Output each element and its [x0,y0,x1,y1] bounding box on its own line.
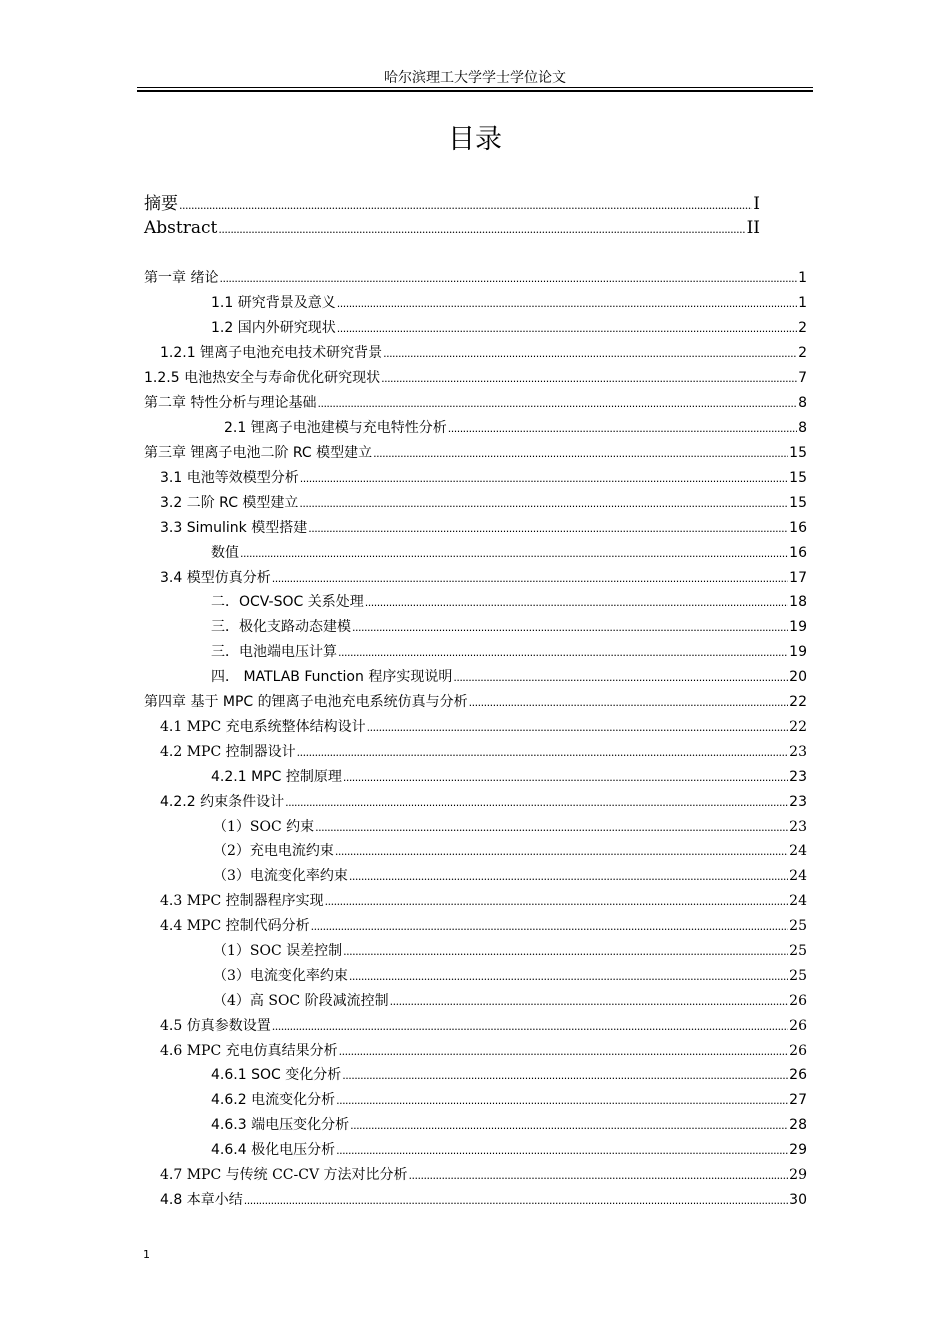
toc-entry-title: 3.3 Simulink 模型搭建 [160,520,308,536]
toc-entry-title: 4.6 MPC 充电仿真结果分析 [160,1043,338,1059]
toc-entry-high-soc-reduction[interactable] [213,991,807,1011]
toc-entry-section-4-7[interactable] [160,1165,807,1185]
leader-dots [453,667,788,688]
toc-entry-page: 28 [789,1117,807,1133]
toc-entry-title: 四． MATLAB Function 程序实现说明 [211,669,453,685]
toc-entry-section-4-6-1[interactable] [211,1065,807,1085]
toc-entry-chapter-4[interactable] [144,692,807,712]
leader-dots [218,216,745,242]
toc-entry-section-1-1[interactable] [211,293,807,313]
toc-entry-chapter-2[interactable] [144,393,807,413]
toc-entry-terminal-voltage[interactable] [211,642,807,662]
toc-entry-page: 23 [789,819,807,835]
toc-entry-title: （1）SOC 约束 [213,819,315,835]
toc-entry-title: 二．OCV-SOC 关系处理 [211,594,364,610]
leader-dots [336,1140,788,1161]
toc-entry-title: 4.6.2 电流变化分析 [211,1092,336,1108]
toc-entry-section-1-2-5[interactable] [144,368,807,388]
leader-dots [272,568,788,589]
toc-entry-title: 3.1 电池等效模型分析 [160,470,299,486]
leader-dots [240,543,788,564]
leader-dots [390,991,789,1012]
toc-entry-page: 23 [789,744,807,760]
toc-entry-page: 17 [789,570,807,586]
toc-entry-page: 16 [789,545,807,561]
toc-entry-section-3-4[interactable] [160,568,807,588]
toc-entry-section-4-6-4[interactable] [211,1140,807,1160]
toc-entry-page: 29 [789,1142,807,1158]
toc-entry-section-1-2[interactable] [211,318,807,338]
leader-dots [343,767,788,788]
toc-entry-page: 24 [789,868,807,884]
toc-entry-title: 第一章 绪论 [144,270,219,286]
leader-dots [335,841,788,862]
toc-entry-title: （4）高 SOC 阶段减流控制 [213,993,389,1009]
toc-entry-page: 2 [798,345,807,361]
leader-dots [365,592,788,613]
leader-dots [337,318,797,339]
toc-entry-page: 7 [798,370,807,386]
leader-dots [272,1016,788,1037]
leader-dots [383,343,797,364]
toc-entry-title: （2）充电电流约束 [213,843,334,859]
toc-entry-polarization[interactable] [211,617,807,637]
toc-entry-page: 22 [789,694,807,710]
toc-entry-title: 4.6.3 端电压变化分析 [211,1117,350,1133]
leader-dots [339,1041,789,1062]
toc-entry-chapter-1[interactable] [144,268,807,288]
toc-entry-section-2-1[interactable] [224,418,807,438]
toc-entry-matlab-function[interactable] [211,667,807,687]
toc-entry-title: 4.2 MPC 控制器设计 [160,744,296,760]
leader-dots [325,891,789,912]
toc-entry-title: （1）SOC 误差控制 [213,943,343,959]
leader-dots [448,418,797,439]
toc-entry-page: 19 [789,644,807,660]
toc-entry-section-4-4[interactable] [160,916,807,936]
toc-entry-section-4-2-1[interactable] [211,767,807,787]
leader-dots [244,1190,788,1211]
toc-entry-page: 15 [789,445,807,461]
toc-entry-page: 8 [798,395,807,411]
toc-entry-abstract-en[interactable] [144,216,760,240]
toc-entry-title: 4.2.1 MPC 控制原理 [211,769,342,785]
leader-dots [350,1115,788,1136]
toc-entry-section-4-5[interactable] [160,1016,807,1036]
toc-entry-title: 摘要 [144,194,178,214]
toc-entry-page: 26 [789,1018,807,1034]
leader-dots [299,493,788,514]
toc-entry-section-4-6[interactable] [160,1041,807,1061]
leader-dots [352,617,788,638]
leader-dots [349,966,788,987]
leader-dots [179,192,752,218]
toc-entry-title: 数值 [211,545,239,561]
toc-entry-page: 25 [789,943,807,959]
toc-entry-page: 29 [789,1167,807,1183]
leader-dots [338,642,788,663]
leader-dots [343,941,788,962]
toc-entry-soc-error-control[interactable] [213,941,807,961]
toc-entry-title: 4.5 仿真参数设置 [160,1018,271,1034]
toc-entry-page: 24 [789,893,807,909]
page-number: 1 [143,1248,150,1261]
toc-entry-section-4-8[interactable] [160,1190,807,1210]
leader-dots [337,293,797,314]
toc-entry-page: 27 [789,1092,807,1108]
toc-entry-page: 25 [789,968,807,984]
toc-entry-page: 26 [789,1043,807,1059]
toc-entry-section-3-2[interactable] [160,493,807,513]
toc-entry-current-constraint[interactable] [213,841,807,861]
leader-dots [367,717,789,738]
toc-entry-section-4-6-3[interactable] [211,1115,807,1135]
toc-entry-section-4-2[interactable] [160,742,807,762]
toc-entry-page: 1 [798,270,807,286]
toc-entry-title: 4.6.4 极化电压分析 [211,1142,336,1158]
toc-entry-section-4-2-2[interactable] [160,792,807,812]
toc-entry-page: 23 [789,769,807,785]
toc-entry-page: 2 [798,320,807,336]
toc-entry-title: 1.2 国内外研究现状 [211,320,336,336]
toc-entry-title: 2.1 锂离子电池建模与充电特性分析 [224,420,447,436]
toc-entry-page: 8 [798,420,807,436]
toc-entry-page: 1 [798,295,807,311]
toc-entry-page: 26 [789,1067,807,1083]
toc-entry-page: 19 [789,619,807,635]
toc-entry-section-4-3[interactable] [160,891,807,911]
toc-entry-section-3-3[interactable] [160,518,807,538]
leader-dots [317,393,797,414]
toc-entry-title: 4.4 MPC 控制代码分析 [160,918,310,934]
leader-dots [300,468,788,489]
toc-entry-title: 三．电池端电压计算 [211,644,337,660]
toc-entry-title: 4.2.2 约束条件设计 [160,794,285,810]
leader-dots [285,792,788,813]
toc-entry-title: Abstract [144,218,218,238]
toc-entry-section-3-1[interactable] [160,468,807,488]
toc-entry-title: （3）电流变化率约束 [213,868,348,884]
toc-entry-current-rate-constraint[interactable] [213,866,807,886]
toc-entry-page: 20 [789,669,807,685]
toc-entry-page: 30 [789,1192,807,1208]
leader-dots [342,1065,788,1086]
toc-entry-section-1-2-1[interactable] [160,343,807,363]
toc-entry-abstract-cn[interactable] [144,192,760,216]
running-header-title: 哈尔滨理工大学学士学位论文 [384,70,566,86]
toc-entry-title: 4.7 MPC 与传统 CC-CV 方法对比分析 [160,1167,408,1183]
toc-entry-title: 4.1 MPC 充电系统整体结构设计 [160,719,366,735]
toc-entry-page: 22 [789,719,807,735]
leader-dots [308,518,788,539]
toc-entry-title: 4.8 本章小结 [160,1192,243,1208]
toc-entry-page: 25 [789,918,807,934]
toc-entry-page: 23 [789,794,807,810]
toc-entry-section-4-1[interactable] [160,717,807,737]
toc-entry-page: 15 [789,495,807,511]
toc-entry-title: 第三章 锂离子电池二阶 RC 模型建立 [144,445,373,461]
toc-entry-title: 第二章 特性分析与理论基础 [144,395,317,411]
toc-entry-section-4-6-2[interactable] [211,1090,807,1110]
leader-dots [297,742,789,763]
leader-dots [315,817,788,838]
toc-entry-title: 4.3 MPC 控制器程序实现 [160,893,324,909]
toc-entry-ocv-soc[interactable] [211,592,807,612]
toc-entry-title: 1.2.5 电池热安全与寿命优化研究现状 [144,370,381,386]
toc-entry-title: （3）电流变化率约束 [213,968,348,984]
leader-dots [349,866,788,887]
toc-entry-page: 18 [789,594,807,610]
toc-entry-page: 24 [789,843,807,859]
leader-dots [311,916,789,937]
toc-entry-title: 1.1 研究背景及意义 [211,295,336,311]
toc-entry-page: I [753,194,760,214]
leader-dots [381,368,797,389]
toc-entry-title: 4.6.1 SOC 变化分析 [211,1067,342,1083]
toc-entry-values[interactable] [211,543,807,563]
toc-heading: 目录 [448,124,502,155]
toc-entry-page: II [746,218,760,238]
toc-entry-title: 三．极化支路动态建模 [211,619,351,635]
leader-dots [409,1165,789,1186]
leader-dots [469,692,789,713]
leader-dots [373,443,788,464]
toc-entry-title: 第四章 基于 MPC 的锂离子电池充电系统仿真与分析 [144,694,468,710]
toc-entry-title: 3.4 模型仿真分析 [160,570,271,586]
leader-dots [219,268,797,289]
toc-entry-soc-constraint[interactable] [213,817,807,837]
toc-entry-page: 26 [789,993,807,1009]
toc-entry-page: 15 [789,470,807,486]
toc-entry-page: 16 [789,520,807,536]
leader-dots [336,1090,788,1111]
toc-entry-current-rate-constraint-2[interactable] [213,966,807,986]
toc-entry-title: 1.2.1 锂离子电池充电技术研究背景 [160,345,383,361]
toc-entry-title: 3.2 二阶 RC 模型建立 [160,495,299,511]
toc-entry-chapter-3[interactable] [144,443,807,463]
